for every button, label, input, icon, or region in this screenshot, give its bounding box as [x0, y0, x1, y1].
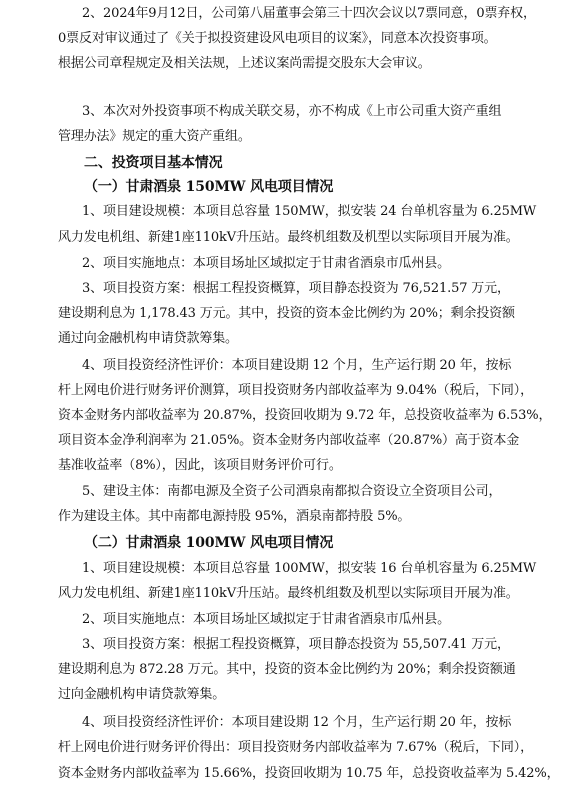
subsection-heading: （一）甘肃酒泉 150MW 风电项目情况 [84, 179, 334, 195]
paragraph-line: 3、本次对外投资事项不构成关联交易，亦不构成《上市公司重大资产重组 [82, 104, 502, 119]
paragraph-line: 2、项目实施地点：本项目场址区域拟定于甘肃省酒泉市瓜州县。 [82, 256, 450, 271]
paragraph-line: 3、项目投资方案：根据工程投资概算，项目静态投资为 76,521.57 万元， [82, 281, 510, 296]
paragraph-line: 杆上网电价进行财务评价得出：项目投资财务内部收益率为 7.67%（税后，下同）， [58, 740, 533, 755]
paragraph-line: 1、项目建设规模：本项目总容量 100MW，拟安装 16 台单机容量为 6.25MW [82, 561, 537, 576]
paragraph-line: 4、项目投资经济性评价：本项目建设期 12 个月，生产运行期 20 年，按标 [82, 715, 512, 730]
paragraph-line: 4、项目投资经济性评价：本项目建设期 12 个月，生产运行期 20 年，按标 [82, 358, 512, 373]
paragraph-line: 管理办法》规定的重大资产重组。 [58, 129, 251, 144]
paragraph-line: 作为建设主体。其中南都电源持股 95%，酒泉南都持股 5%。 [58, 509, 411, 524]
paragraph-line: 基准收益率（8%），因此，该项目财务评价可行。 [58, 458, 342, 473]
paragraph-line: 风力发电机组、新建1座110kV升压站。最终机组数及机型以实际项目开展为准。 [58, 230, 519, 245]
paragraph-line: 项目资本金净利润率为 21.05%。资本金财务内部收益率（20.87%）高于资本金 [58, 433, 520, 448]
paragraph-line: 2、项目实施地点：本项目场址区域拟定于甘肃省酒泉市瓜州县。 [82, 612, 450, 627]
paragraph-line: 建设期利息为 872.28 万元。其中，投资的资本金比例约为 20%；剩余投资额通 [58, 662, 516, 677]
paragraph-line: 资本金财务内部收益率为 20.87%，投资回收期为 9.72 年，总投资收益率为 6.53%， [58, 408, 552, 423]
paragraph-line: 风力发电机组、新建1座110kV升压站。最终机组数及机型以实际项目开展为准。 [58, 586, 519, 601]
paragraph-line: 过向金融机构申请贷款筹集。 [58, 687, 226, 702]
paragraph-line: 根据公司章程规定及相关法规，上述议案尚需提交股东大会审议。 [58, 56, 431, 71]
section-heading: 二、投资项目基本情况 [84, 155, 223, 171]
paragraph-line: 杆上网电价进行财务评价测算，项目投资财务内部收益率为 9.04%（税后，下同）， [58, 383, 533, 398]
paragraph-line: 5、建设主体：南都电源及全资子公司酒泉南都拟合资设立全资项目公司， [82, 484, 502, 499]
paragraph-line: 1、项目建设规模：本项目总容量 150MW，拟安装 24 台单机容量为 6.25MW [82, 204, 537, 219]
paragraph-line: 建设期利息为 1,178.43 万元。其中，投资的资本金比例约为 20%；剩余投资额 [58, 306, 515, 321]
paragraph-line: 通过向金融机构申请贷款筹集。 [58, 331, 238, 346]
paragraph-line: 3、项目投资方案：根据工程投资概算，项目静态投资为 55,507.41 万元， [82, 637, 510, 652]
subsection-heading: （二）甘肃酒泉 100MW 风电项目情况 [84, 535, 334, 551]
paragraph-line: 2、2024年9月12日，公司第八届董事会第三十四次会议以7票同意，0票弃权， [82, 6, 536, 21]
paragraph-line: 0票反对审议通过了《关于拟投资建设风电项目的议案》，同意本次投资事项。 [58, 31, 497, 46]
paragraph-line: 资本金财务内部收益率为 15.66%，投资回收期为 10.75 年，总投资收益率为 5.42%， [58, 766, 560, 781]
